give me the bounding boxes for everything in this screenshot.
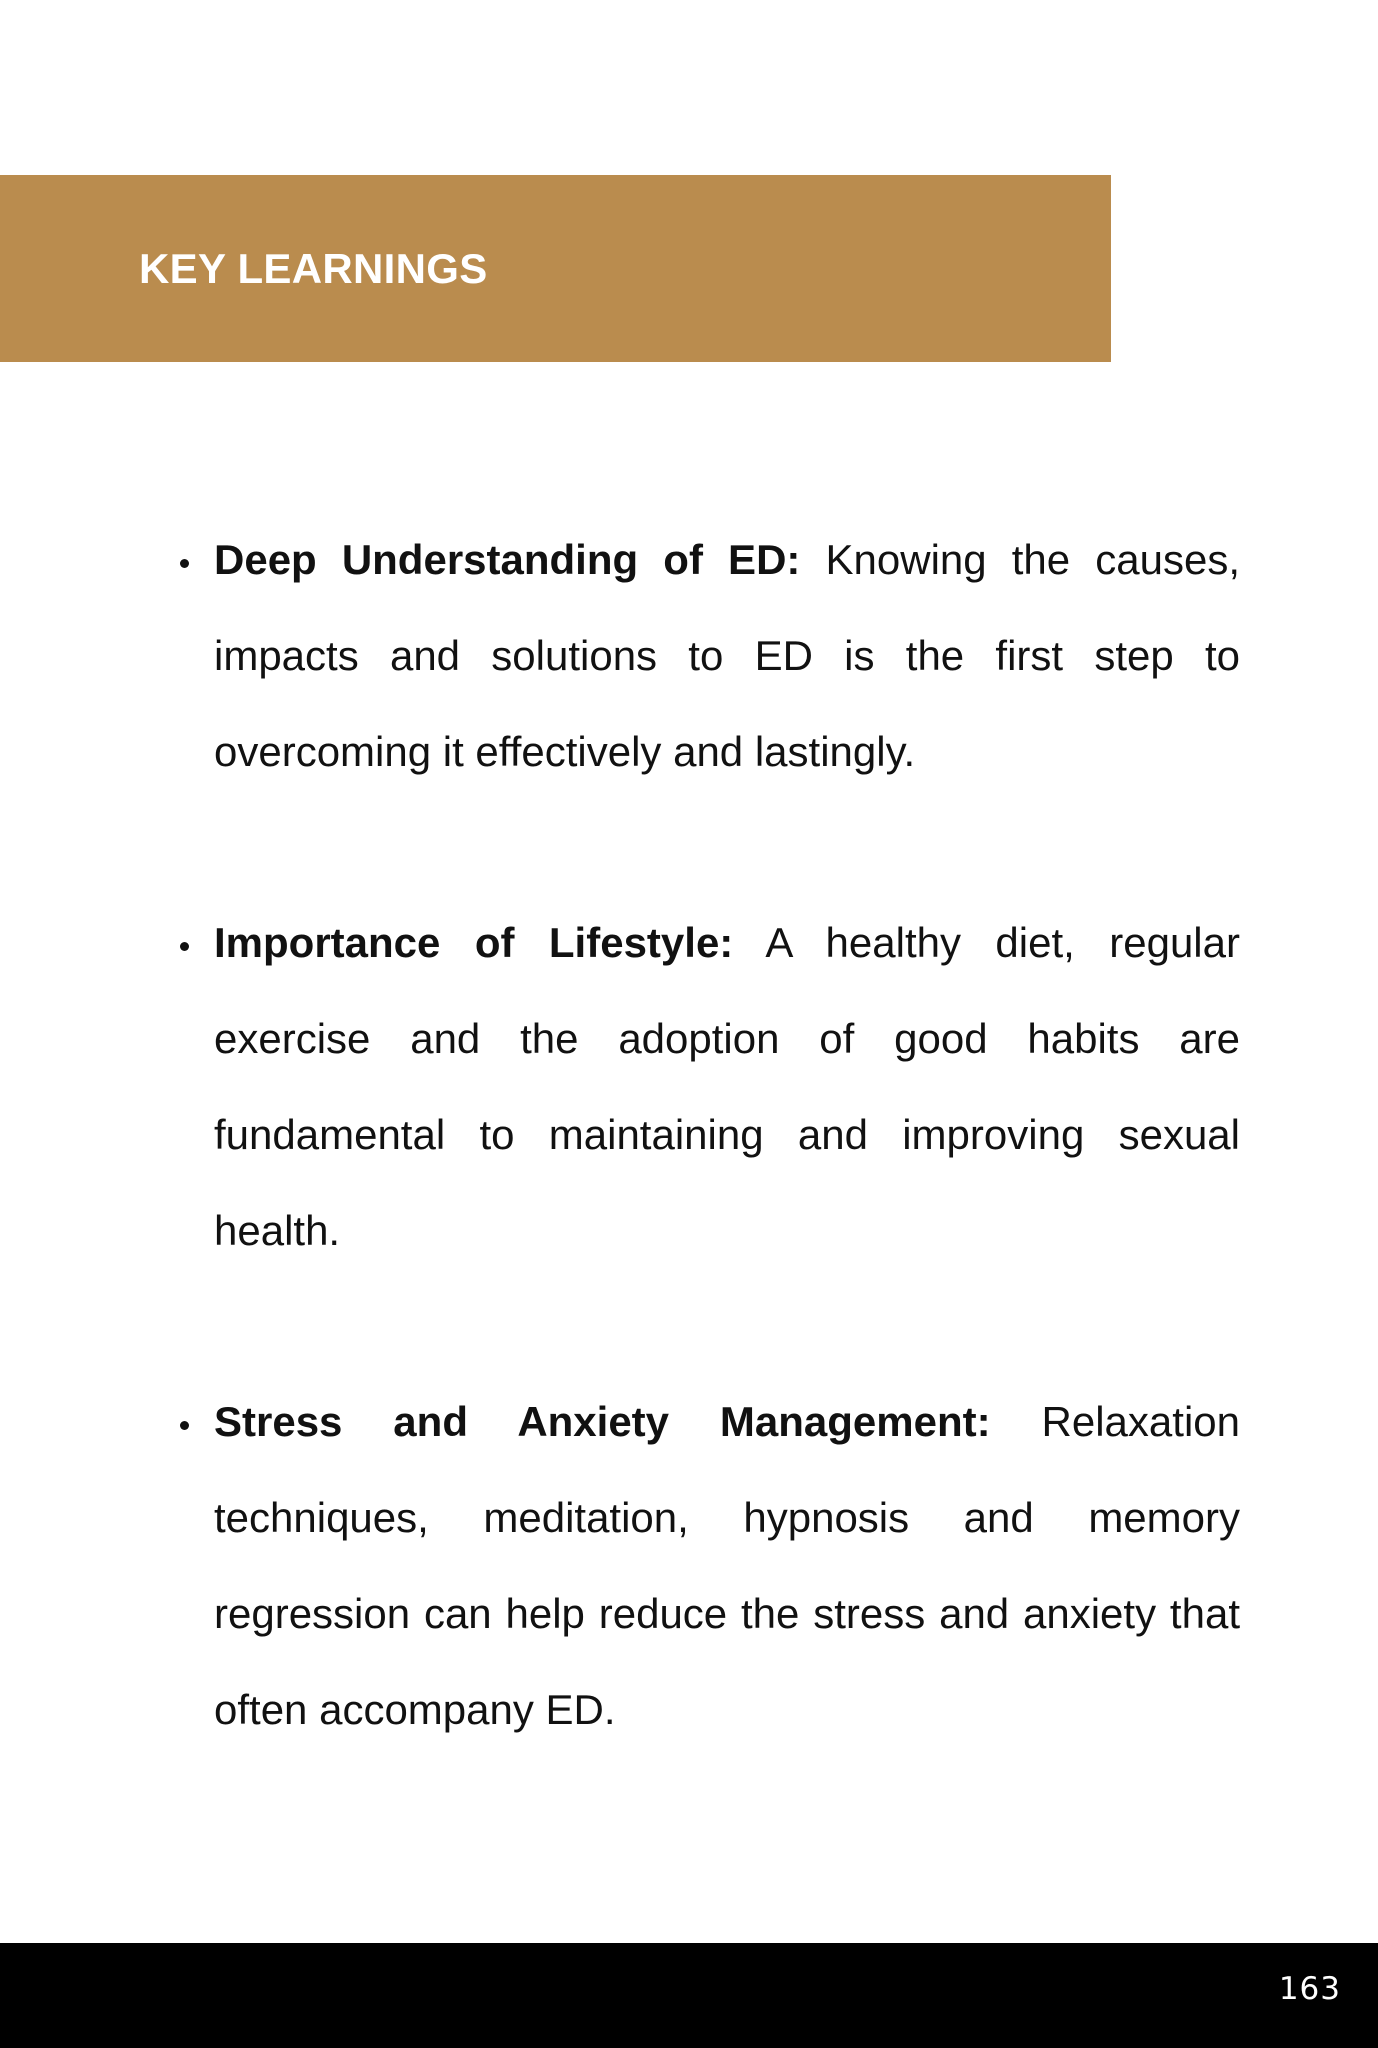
learning-item: [214, 1374, 1240, 1758]
section-title: KEY LEARNINGS: [139, 245, 488, 292]
learning-text: Knowing the causes, impacts and solutions to ED is the first step to overcoming it effectively and lastingly.: [214, 536, 1240, 775]
key-learnings-list: [214, 512, 1240, 1853]
learning-text: Relaxation techniques, meditation, hypnosis and memory regression can help reduce the stress and anxiety that often accompany ED.: [214, 1398, 1240, 1733]
page-number: 163: [1278, 1971, 1341, 2007]
learning-heading: Deep Understanding of ED:: [214, 536, 801, 583]
learning-heading: Importance of Lifestyle:: [214, 919, 734, 966]
learning-text: A healthy diet, regular exercise and the adoption of good habits are fundamental to maintaining and improving sexual health.: [214, 919, 1240, 1254]
learning-heading: Stress and Anxiety Management:: [214, 1398, 991, 1445]
learning-item: [214, 512, 1240, 800]
learning-item: [214, 895, 1240, 1279]
section-banner: [0, 175, 1111, 362]
page-footer: [0, 1943, 1378, 2048]
